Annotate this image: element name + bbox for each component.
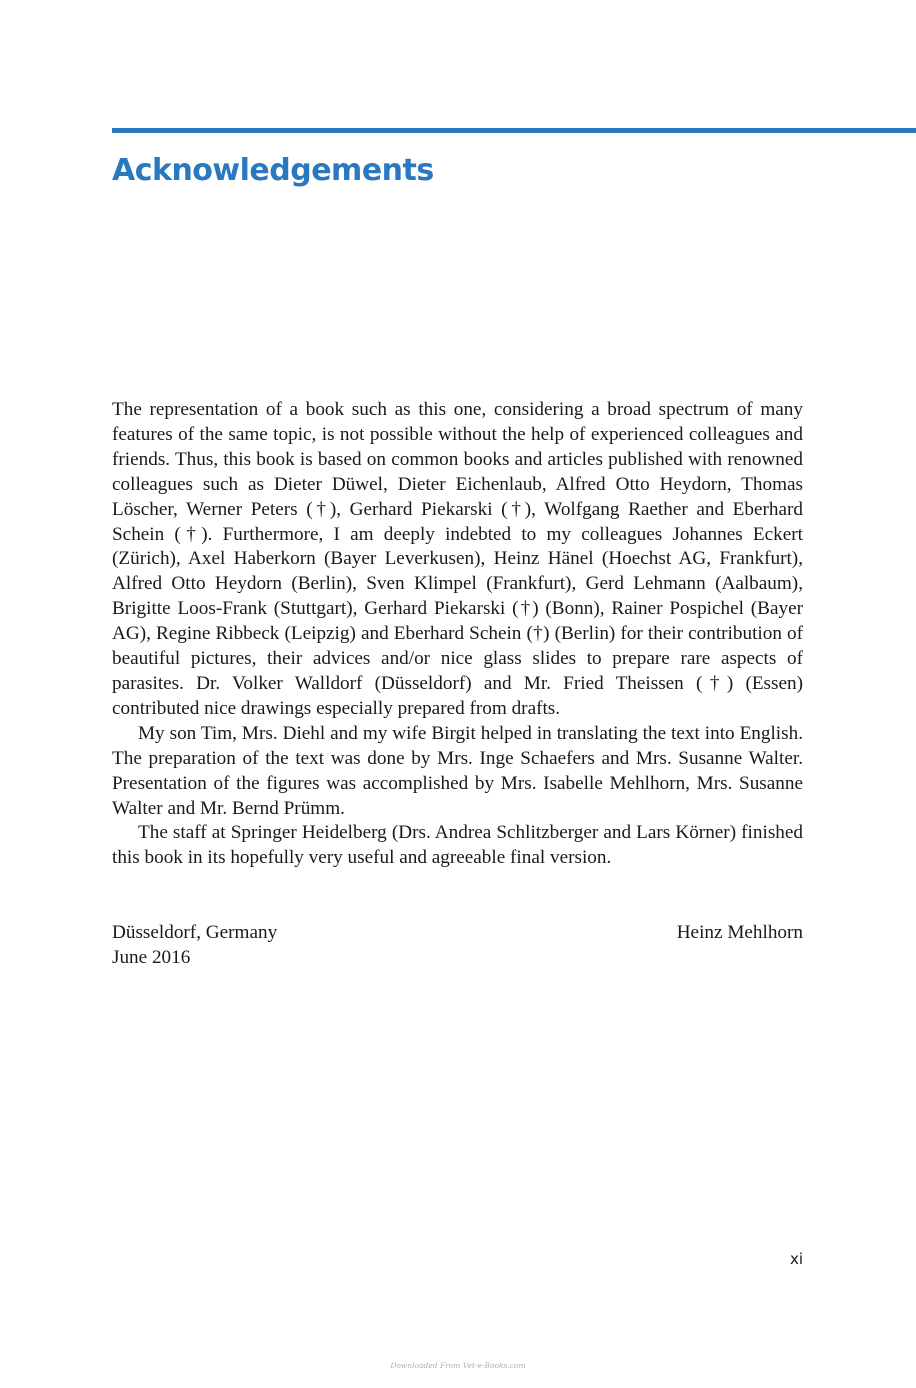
paragraph-translation: My son Tim, Mrs. Diehl and my wife Birgit helped in translating the text into English. The preparation of the text was done by Mrs. Inge Schaefers and Mrs. Susanne Walter. Presentation of the figures was accomplished by Mrs. Isabelle Mehlhorn, Mrs. Susanne Walter and Mr. Bernd Prümm.: [112, 722, 803, 819]
chapter-title: Acknowledgements: [112, 153, 434, 188]
acknowledgements-body: [112, 398, 803, 871]
signature-block: [112, 921, 803, 971]
download-watermark: Downloaded From Vet-e-Books.com: [390, 1361, 526, 1370]
chapter-header-rule: [112, 128, 916, 133]
signature-row: [112, 921, 803, 946]
signature-place: Düsseldorf, Germany: [112, 922, 278, 943]
page-number: xi: [789, 1250, 803, 1268]
signature-author: Heinz Mehlhorn: [676, 922, 803, 943]
signature-date: June 2016: [112, 946, 191, 968]
paragraph-publisher: The staff at Springer Heidelberg (Drs. Andrea Schlitzberger and Lars Körner) finished this book in its hopefully very useful and agreeable final version.: [112, 822, 803, 869]
paragraph-contributors: The representation of a book such as this one, considering a broad spectrum of many features of the same topic, is not possible without the help of experienced colleagues and friends. Thus, this book is based on common books and articles published with renowned colleagues such as Dieter Düwel, Dieter Eichenlaub, Alfred Otto Heydorn, Thomas Löscher, Werner Peters (†), Gerhard Piekarski (†), Wolfgang Raether and Eberhard Schein (†). Furthermore, I am deeply indebted to my colleagues Johannes Eckert (Zürich), Axel Haberkorn (Bayer Leverkusen), Heinz Hänel (Hoechst AG, Frankfurt), Alfred Otto Heydorn (Berlin), Sven Klimpel (Frankfurt), Gerd Lehmann (Aalbaum), Brigitte Loos-Frank (Stuttgart), Gerhard Piekarski (†) (Bonn), Rainer Pospichel (Bayer AG), Regine Ribbeck (Leipzig) and Eberhard Schein (†) (Berlin) for their contribution of beautiful pictures, their advices and/or nice glass slides to prepare rare aspects of parasites. Dr. Volker Walldorf (Düsseldorf) and Mr. Fried Theissen (†) (Essen) contributed nice drawings especially prepared from drafts.: [112, 399, 803, 719]
